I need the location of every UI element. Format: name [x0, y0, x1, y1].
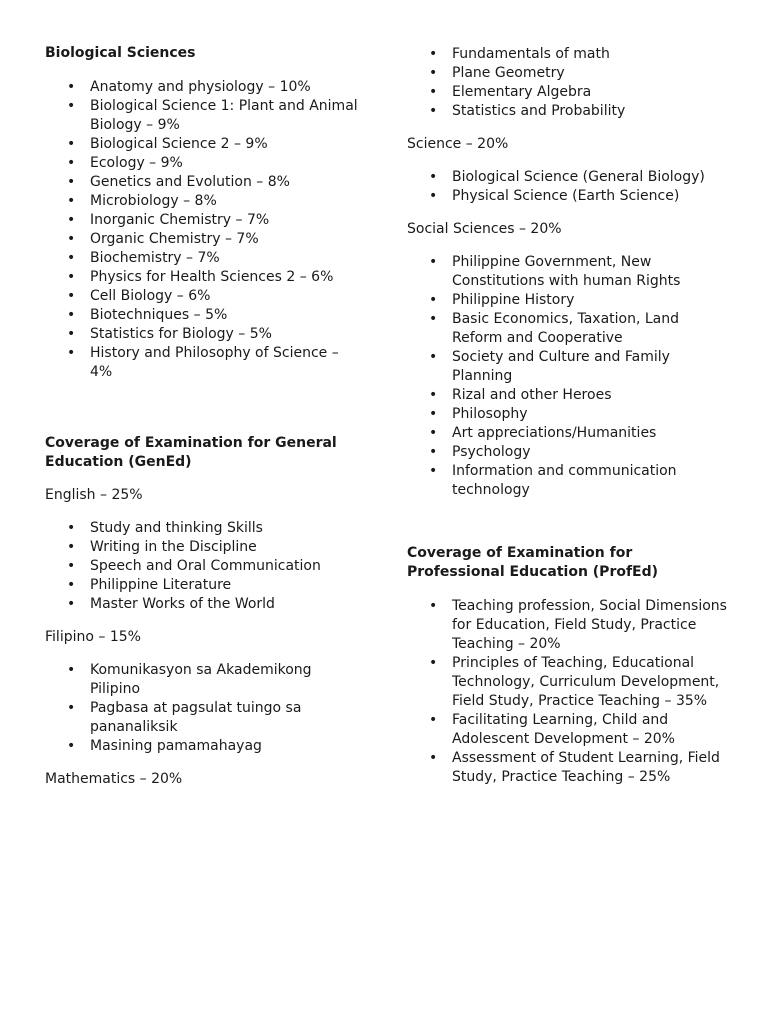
left-column: [45, 0, 365, 789]
list-item: • Study and thinking Skills: [45, 519, 365, 538]
list-item: • Society and Culture and Family Planning: [407, 348, 727, 386]
list-item: • Physical Science (Earth Science): [407, 187, 727, 206]
science-list: [407, 168, 727, 206]
list-item: • Elementary Algebra: [407, 83, 727, 102]
list-item: • Facilitating Learning, Child and Adolescent Development – 20%: [407, 711, 727, 749]
list-item: • Art appreciations/Humanities: [407, 424, 727, 443]
list-item: • Anatomy and physiology – 10%: [45, 78, 365, 97]
english-list: [45, 519, 365, 614]
gened-heading: Coverage of Examination for General Education (GenEd): [45, 435, 337, 470]
list-item: • Cell Biology – 6%: [45, 287, 365, 306]
list-item: • Teaching profession, Social Dimensions for Education, Field Study, Practice Teaching – 20%: [407, 597, 727, 654]
list-item: • Rizal and other Heroes: [407, 386, 727, 405]
mathematics-list: [407, 45, 727, 121]
list-item: • History and Philosophy of Science – 4%: [45, 344, 365, 382]
list-item: • Biological Science 2 – 9%: [45, 135, 365, 154]
list-item: • Writing in the Discipline: [45, 538, 365, 557]
list-item: • Ecology – 9%: [45, 154, 365, 173]
list-item: • Plane Geometry: [407, 64, 727, 83]
list-item: • Biochemistry – 7%: [45, 249, 365, 268]
profed-list: [407, 597, 727, 787]
list-item: • Fundamentals of math: [407, 45, 727, 64]
list-item: • Biotechniques – 5%: [45, 306, 365, 325]
filipino-list: [45, 661, 365, 756]
list-item: • Microbiology – 8%: [45, 192, 365, 211]
list-item: • Statistics and Probability: [407, 102, 727, 121]
list-item: • Basic Economics, Taxation, Land Reform and Cooperative: [407, 310, 727, 348]
list-item: • Pagbasa at pagsulat tuingo sa pananaliksik: [45, 699, 365, 737]
profed-heading: Coverage of Examination for Professional Education (ProfEd): [407, 545, 659, 580]
right-column: [407, 0, 727, 787]
list-item: • Biological Science 1: Plant and Animal Biology – 9%: [45, 97, 365, 135]
list-item: • Biological Science (General Biology): [407, 168, 727, 187]
list-item: • Psychology: [407, 443, 727, 462]
list-item: • Philosophy: [407, 405, 727, 424]
list-item: • Physics for Health Sciences 2 – 6%: [45, 268, 365, 287]
biological-sciences-list: [45, 78, 365, 382]
list-item: • Philippine Literature: [45, 576, 365, 595]
mathematics-label: Mathematics – 20%: [45, 771, 183, 787]
english-label: English – 25%: [45, 487, 143, 503]
list-item: • Philippine Government, New Constitutions with human Rights: [407, 253, 727, 291]
social-sciences-label: Social Sciences – 20%: [407, 221, 562, 237]
social-sciences-list: [407, 253, 727, 500]
list-item: • Genetics and Evolution – 8%: [45, 173, 365, 192]
science-label: Science – 20%: [407, 136, 509, 152]
list-item: • Organic Chemistry – 7%: [45, 230, 365, 249]
list-item: • Principles of Teaching, Educational Technology, Curriculum Development, Field Study, Practice Teaching – 35%: [407, 654, 727, 711]
list-item: • Statistics for Biology – 5%: [45, 325, 365, 344]
biological-sciences-heading: Biological Sciences: [45, 45, 196, 61]
filipino-label: Filipino – 15%: [45, 629, 141, 645]
list-item: • Inorganic Chemistry – 7%: [45, 211, 365, 230]
list-item: • Masining pamamahayag: [45, 737, 365, 756]
list-item: • Komunikasyon sa Akademikong Pilipino: [45, 661, 365, 699]
list-item: • Assessment of Student Learning, Field Study, Practice Teaching – 25%: [407, 749, 727, 787]
list-item: • Information and communication technology: [407, 462, 727, 500]
list-item: • Speech and Oral Communication: [45, 557, 365, 576]
list-item: • Master Works of the World: [45, 595, 365, 614]
list-item: • Philippine History: [407, 291, 727, 310]
